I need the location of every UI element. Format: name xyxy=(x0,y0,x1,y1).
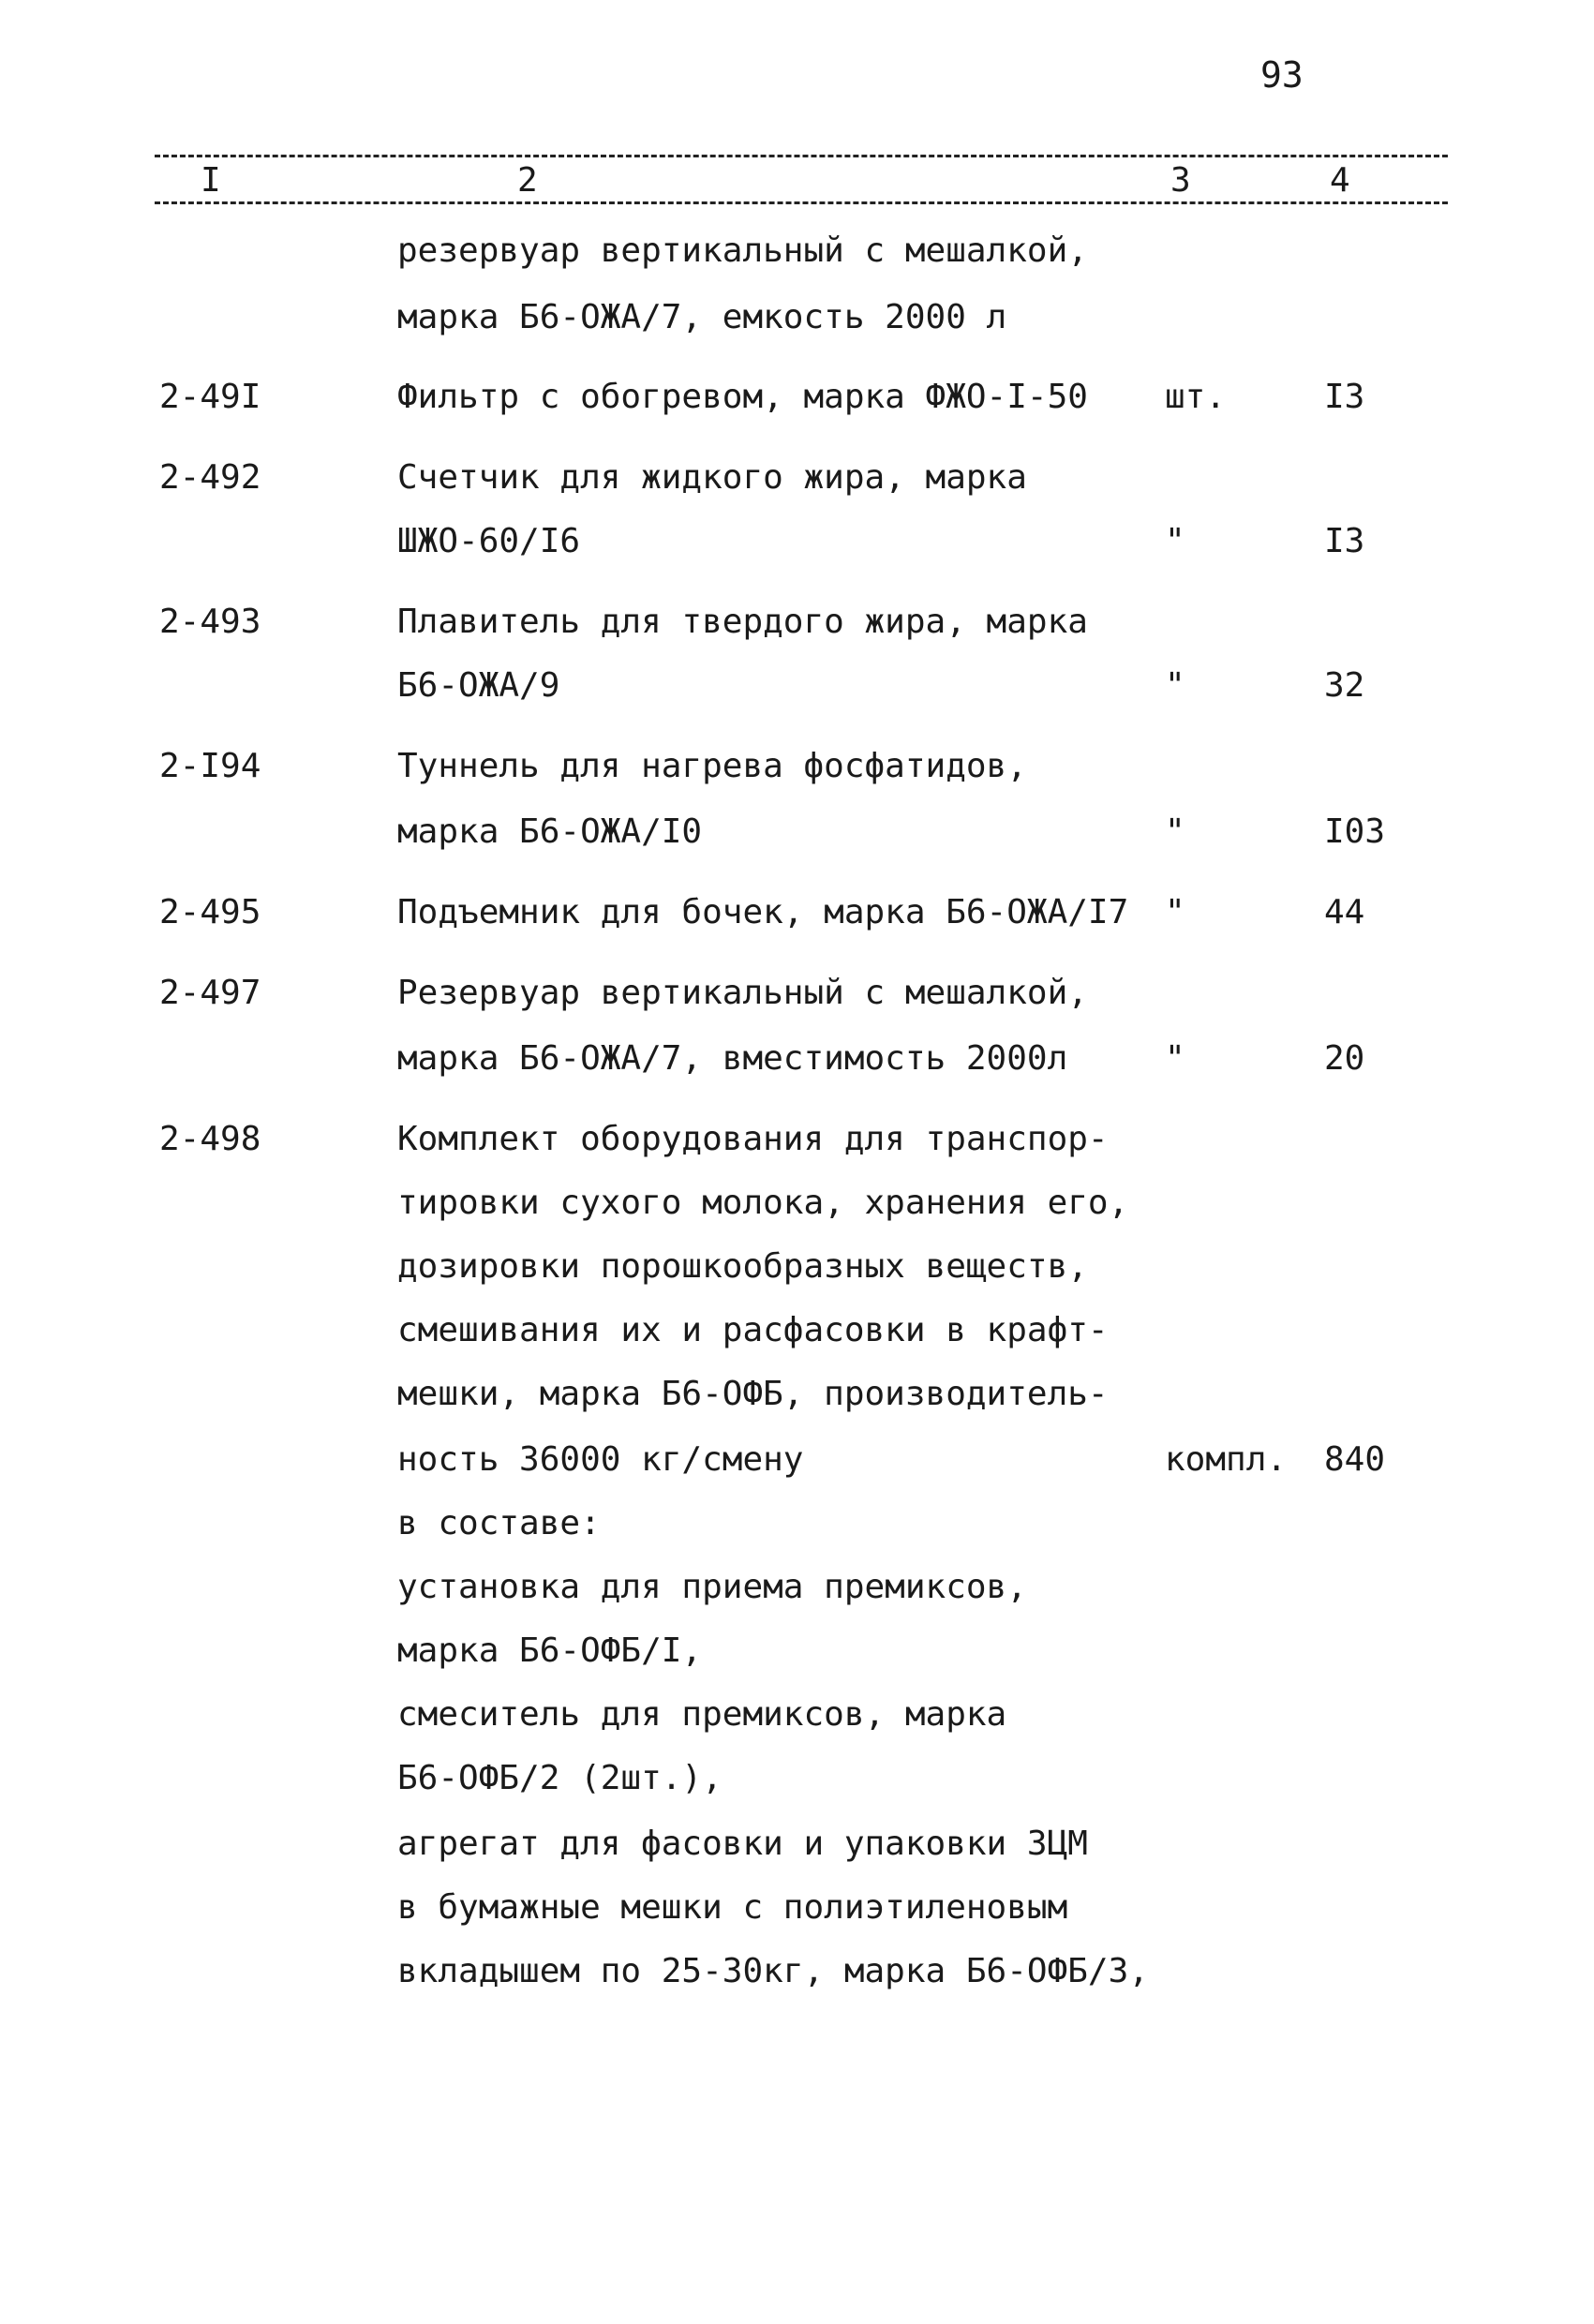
row-description-line: марка Б6-ОЖА/I0 xyxy=(397,812,703,851)
row-quantity: I3 xyxy=(1324,378,1365,416)
row-description-line: тировки сухого молока, хранения его, xyxy=(397,1184,1129,1222)
row-description-line: дозировки порошкообразных веществ, xyxy=(397,1247,1088,1286)
row-unit: " xyxy=(1165,1039,1185,1078)
row-description-line: Плавитель для твердого жира, марка xyxy=(397,603,1088,641)
row-description-line: Счетчик для жидкого жира, марка xyxy=(397,458,1027,497)
row-code: 2-I94 xyxy=(159,747,261,785)
row-unit: шт. xyxy=(1165,378,1227,416)
composition-line: вкладышем по 25-30кг, марка Б6-ОФБ/3, xyxy=(397,1952,1149,1990)
column-header-1: I xyxy=(197,161,225,200)
header-rule-bottom xyxy=(155,201,1448,204)
composition-line: Б6-ОФБ/2 (2шт.), xyxy=(397,1759,723,1797)
row-unit: " xyxy=(1165,812,1185,851)
row-unit: компл. xyxy=(1165,1440,1288,1479)
composition-line: в бумажные мешки с полиэтиленовым xyxy=(397,1888,1068,1927)
column-header-4: 4 xyxy=(1326,161,1354,200)
row-unit: " xyxy=(1165,522,1185,560)
row-code: 2-498 xyxy=(159,1120,261,1158)
row-description-line: мешки, марка Б6-ОФБ, производитель- xyxy=(397,1375,1109,1413)
continuation-line: марка Б6-ОЖА/7, емкость 2000 л xyxy=(397,298,1007,336)
row-description-line: Туннель для нагрева фосфатидов, xyxy=(397,747,1027,785)
column-header-2: 2 xyxy=(514,161,542,200)
row-code: 2-49I xyxy=(159,378,261,416)
composition-line: в составе: xyxy=(397,1504,601,1542)
row-description-line: Комплект оборудования для транспор- xyxy=(397,1120,1109,1158)
row-description-line: Резервуар вертикальный с мешалкой, xyxy=(397,974,1088,1012)
row-description-line: марка Б6-ОЖА/7, вместимость 2000л xyxy=(397,1039,1068,1078)
row-quantity: I03 xyxy=(1324,812,1386,851)
row-unit: " xyxy=(1165,893,1185,931)
column-header-3: 3 xyxy=(1167,161,1195,200)
composition-line: установка для приема премиксов, xyxy=(397,1568,1027,1606)
row-code: 2-497 xyxy=(159,974,261,1012)
row-unit: " xyxy=(1165,666,1185,705)
row-quantity: 20 xyxy=(1324,1039,1365,1078)
row-description-line: Фильтр с обогревом, марка ФЖО-I-50 xyxy=(397,378,1088,416)
composition-line: марка Б6-ОФБ/I, xyxy=(397,1631,703,1670)
row-quantity: 44 xyxy=(1324,893,1365,931)
row-code: 2-492 xyxy=(159,458,261,497)
row-quantity: 840 xyxy=(1324,1440,1386,1479)
row-quantity: 32 xyxy=(1324,666,1365,705)
composition-line: агрегат для фасовки и упаковки ЗЦМ xyxy=(397,1825,1088,1863)
row-quantity: I3 xyxy=(1324,522,1365,560)
row-description-line: Подъемник для бочек, марка Б6-ОЖА/I7 xyxy=(397,893,1129,931)
row-description-line: смешивания их и расфасовки в крафт- xyxy=(397,1311,1109,1349)
row-description-line: ность 36000 кг/смену xyxy=(397,1440,804,1479)
header-rule-top xyxy=(155,155,1448,157)
row-description-line: Б6-ОЖА/9 xyxy=(397,666,560,705)
page-number: 93 xyxy=(1260,54,1304,96)
composition-line: смеситель для премиксов, марка xyxy=(397,1695,1007,1734)
row-code: 2-493 xyxy=(159,603,261,641)
continuation-line: резервуар вертикальный с мешалкой, xyxy=(397,231,1088,270)
row-description-line: ШЖО-60/I6 xyxy=(397,522,581,560)
row-code: 2-495 xyxy=(159,893,261,931)
